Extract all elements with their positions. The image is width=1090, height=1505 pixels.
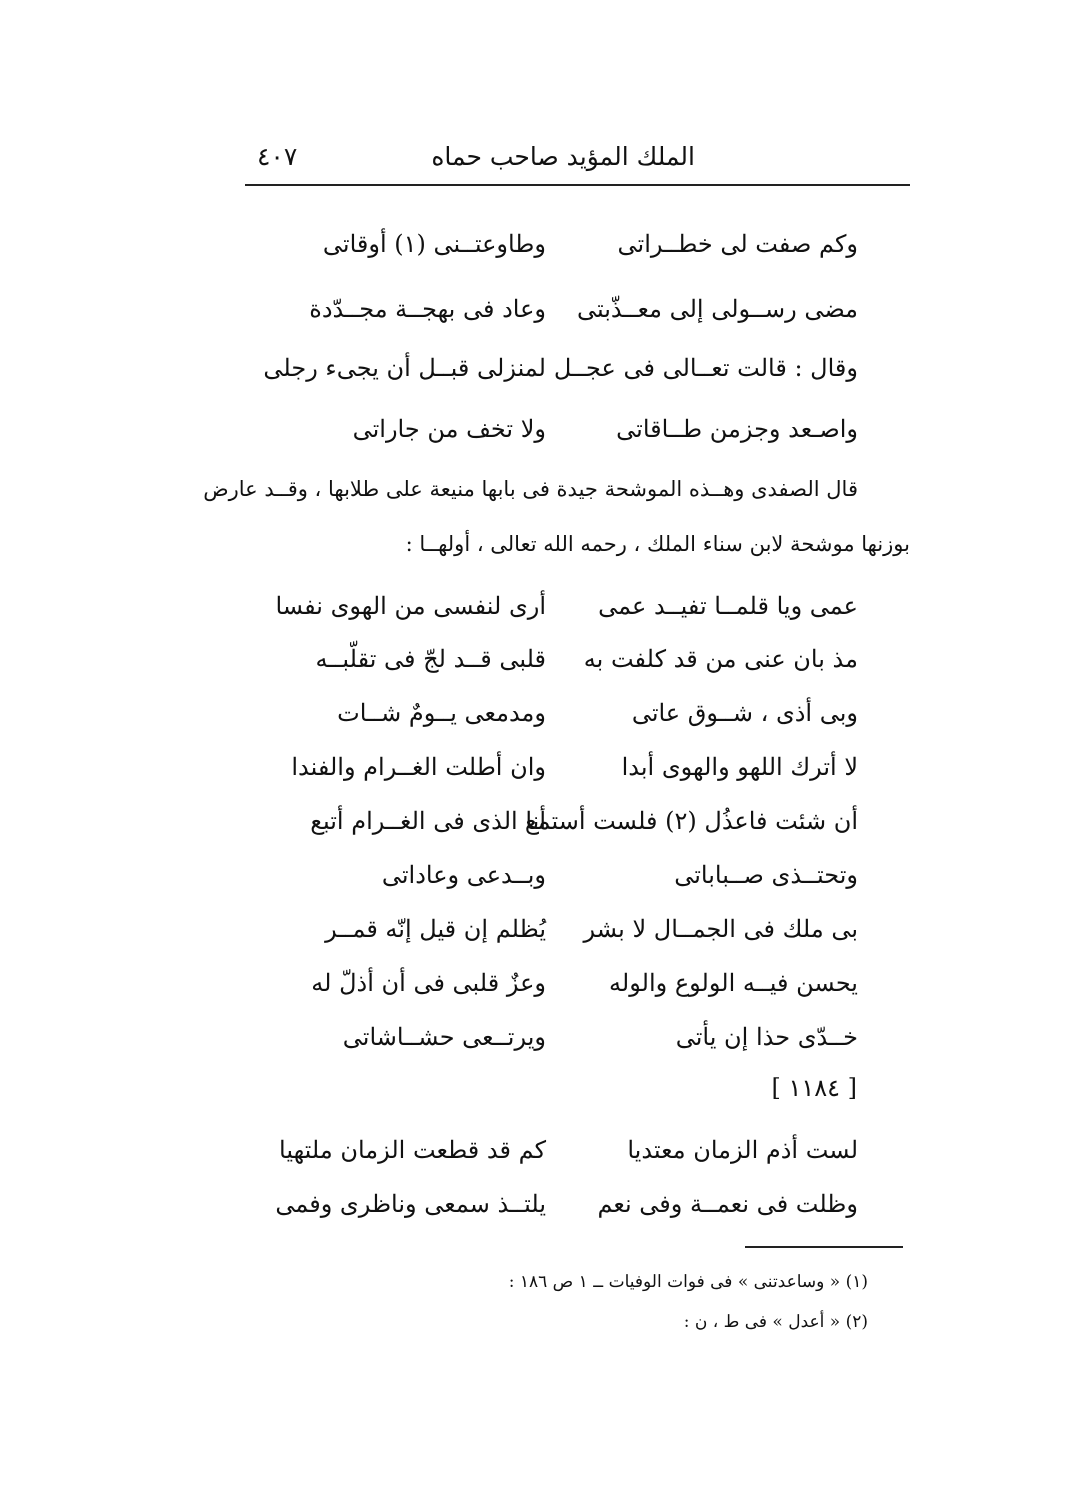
verse-line (0, 586, 1090, 626)
verse-second-hemistich: أنا الذى فى الغــرام أتبع (310, 807, 546, 835)
verse-second-hemistich: وعاد فى بهجــة مجــدّدة (309, 295, 546, 323)
verse-line (0, 909, 1090, 949)
footnote-rule (745, 1246, 903, 1248)
header-rule (245, 184, 910, 186)
verse-first-hemistich: وتحتــذى صــباباتى (674, 861, 858, 889)
verse-first-hemistich: أن شئت فاعذُل (٢) فلست أستمع (524, 807, 858, 835)
verse-line (0, 639, 1090, 679)
verse-second-hemistich: يلتــذ سمعى وناظرى وفمى (275, 1190, 546, 1218)
verse-second-hemistich: ويرتــعى حشــاشاتى (342, 1023, 546, 1051)
verse-first-hemistich: مذ بان عنى من قد كلفت به (583, 645, 858, 673)
verse-line (0, 289, 1090, 329)
verse-first-hemistich: بى ملك فى الجمــال لا بشر (583, 915, 858, 943)
verse-first-hemistich: وظلت فى نعمــة وفى نعم (597, 1190, 858, 1218)
verse-line (0, 747, 1090, 787)
verse-line (0, 224, 1090, 264)
verse-line (0, 1184, 1090, 1224)
verse-first-hemistich: مضى رســولى إلى معــذّبتى (576, 295, 858, 323)
verse-line (0, 963, 1090, 1003)
verse-first-hemistich: يحسن فيــه الولوع والوله (609, 969, 858, 997)
verse-line (0, 693, 1090, 733)
running-title: الملك المؤيد صاحب حماه (431, 142, 695, 171)
verse-second-hemistich: وطاوعتــنى (١) أوقاتى (322, 230, 546, 258)
verse-line (0, 801, 1090, 841)
verse-line (0, 1130, 1090, 1170)
verse-second-hemistich: وان أطلت الغــرام والفندا (291, 753, 546, 781)
verse-first-hemistich: واصـعد وجزمن طــاقاتى (616, 415, 858, 443)
verse-first-hemistich: وقال : قالت تعــالى فى عجــل (553, 354, 858, 382)
verse-line (0, 855, 1090, 895)
verse-second-hemistich: لمنزلى قبــل أن يجىء رجلى (263, 354, 546, 382)
verse-second-hemistich: قلبى قــد لجّ فى تقلّبــه (315, 645, 546, 673)
entry-number: [ ١١٨٤ ] (771, 1074, 857, 1102)
verse-first-hemistich: لست أذم الزمان معتديا (627, 1136, 858, 1164)
verse-second-hemistich: وبــدعى وعاداتى (381, 861, 546, 889)
verse-first-hemistich: لا أترك اللهو والهوى أبدا (621, 753, 858, 781)
verse-second-hemistich: كم قد قطعت الزمان ملتهيا (279, 1136, 546, 1164)
verse-first-hemistich: خــدّى حذا إن يأتى (675, 1023, 858, 1051)
verse-second-hemistich: ولا تخف من جاراتى (352, 415, 546, 443)
prose-line: قال الصفدى وهــذه الموشحة جيدة فى بابها منيعة على طلابها ، وقــد عارض (203, 477, 858, 501)
verse-second-hemistich: وعزٌ قلبى فى أن أذلّ له (311, 969, 546, 997)
verse-line (0, 1017, 1090, 1057)
verse-second-hemistich: ومدمعى يــومٌ شــات (337, 699, 546, 727)
prose-line: بوزنها موشحة لابن سناء الملك ، رحمه الله تعالى ، أولهــا : (405, 532, 910, 556)
footnote: (١) « وساعدتنى » فى فوات الوفيات ــ ١ ص ١٨٦ : (508, 1272, 868, 1292)
verse-second-hemistich: أرى لنفسى من الهوى نفسا (275, 592, 546, 620)
verse-line (0, 348, 1090, 388)
footnote: (٢) « أعدل » فى ط ، ن : (683, 1312, 868, 1332)
page-number: ٤٠٧ (257, 142, 298, 171)
running-header (245, 138, 910, 182)
verse-second-hemistich: يُظلم إن قيل إنّه قمــر (325, 915, 546, 943)
verse-first-hemistich: عمى ويا قلمــا تفيــد عمى (598, 592, 858, 620)
verse-first-hemistich: وكم صفت لى خطــراتى (617, 230, 858, 258)
verse-first-hemistich: وبى أذى ، شــوق عاتى (631, 699, 858, 727)
verse-line (0, 409, 1090, 449)
